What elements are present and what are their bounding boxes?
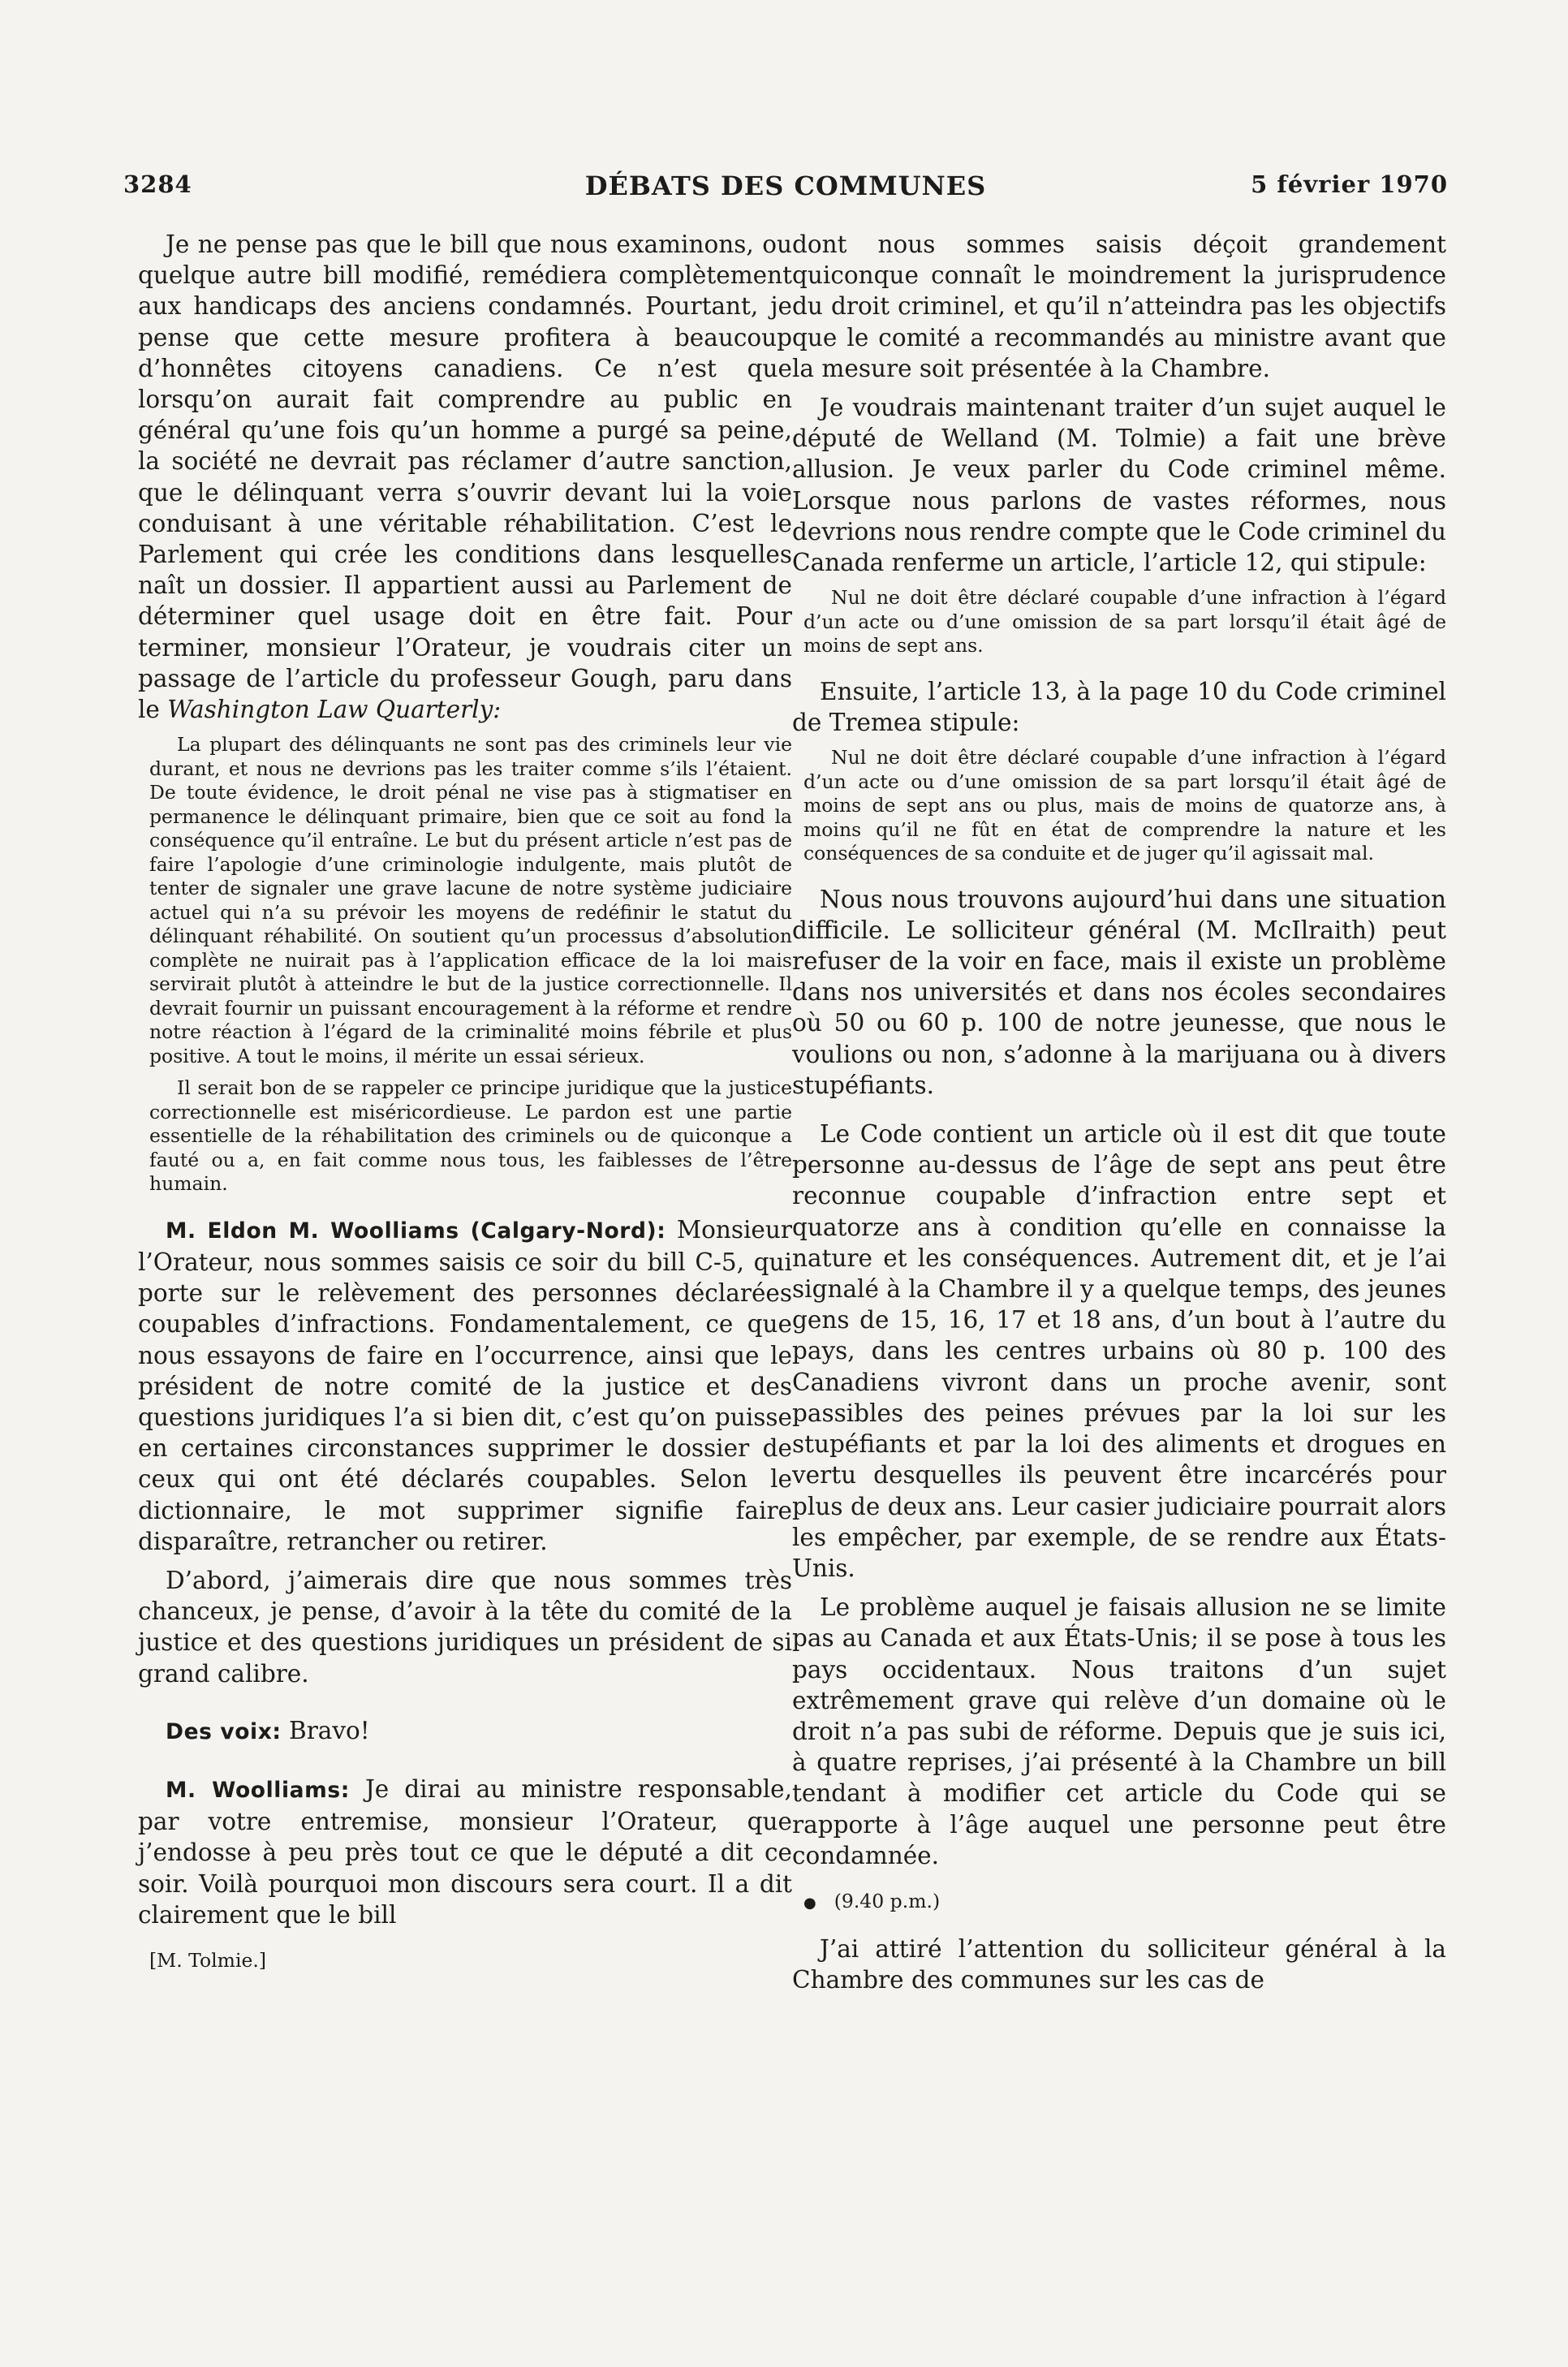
block-quote: Il serait bon de se rappeler ce principe juridique que la justice correctionnelle est miséricordieuse. Le pardon est une partie essentielle de la réhabilitation des criminels ou de quiconque a fauté ou a, en fait comme nous tous, les faiblesses de l’être humain. xyxy=(149,1076,792,1196)
page-date: 5 février 1970 xyxy=(1251,170,1448,198)
speaker-name: M. Woolliams: xyxy=(166,1778,350,1803)
paragraph: D’abord, j’aimerais dire que nous sommes très chanceux, je pense, d’avoir à la tête du comité de la justice et des questions juridiques un président de si grand calibre. xyxy=(138,1566,792,1688)
block-quote: La plupart des délinquants ne sont pas des criminels leur vie durant, et nous ne devrions pas les traiter comme s’ils l’étaient. De toute évidence, le droit pénal ne vise pas à stigmatiser en permanence le délinquant primaire, bien que ce soit au fond la conséquence qu’il entraîne. Le but du présent article n’est pas de faire l’apologie d’une criminologie indulgente, mais plutôt de tenter de signaler une grave lacune de notre système judiciaire actuel qui n’a su prévoir les moyens de redéfinir le statut du délinquant réhabilité. On soutient qu’un processus d’absolution complète ne nuirait pas à l’application efficace de la loi mais servirait plutôt à atteindre le but de la justice correctionnelle. Il devrait fournir un puissant encouragement à la réforme et rendre notre réaction à l’égard de la criminalité moins fébrile et plus positive. A tout le moins, il mérite un essai sérieux. xyxy=(149,733,792,1067)
speech-paragraph xyxy=(138,1774,792,1930)
paragraph: Le problème auquel je faisais allusion ne se limite pas au Canada et aux États-Unis; il se pose à tous les pays occidentaux. Nous traitons d’un sujet extrêmement grave qui relève d’un domaine où le droit n’a pas subi de réforme. Depuis que je suis ici, à quatre reprises, j’ai présenté à la Chambre un bill tendant à modifier cet article du Code qui se rapporte à l’âge auquel une personne peut être condamnée. xyxy=(792,1593,1446,1869)
page-header xyxy=(123,170,1448,203)
paragraph xyxy=(138,229,792,725)
journal-title: Washington Law Quarterly: xyxy=(167,696,502,724)
paragraph: dont nous sommes saisis déçoit grandement quiconque connaît le moindrement la jurisprudence du droit criminel, et qu’il n’atteindra pas les objectifs que le comité a recommandés au ministre avant que la mesure soit présentée à la Chambre. xyxy=(792,231,1446,382)
paragraph: Ensuite, l’article 13, à la page 10 du Code criminel de Tremea stipule: xyxy=(792,677,1446,736)
speaker-name: M. Eldon M. Woolliams (Calgary-Nord): xyxy=(166,1218,666,1244)
paragraph-text: Je dirai au ministre responsable, par votre entremise, monsieur l’Orateur, que j’endosse à peu près tout ce que le député a dit ce soir. Voilà pourquoi mon discours sera court. Il a dit clairement que le bill xyxy=(138,1775,792,1929)
page-number: 3284 xyxy=(123,170,192,198)
block-quote: Nul ne doit être déclaré coupable d’une infraction à l’égard d’un acte ou d’une omission de sa part lorsqu’il était âgé de moins de sept ans ou plus, mais de moins de quatorze ans, à moins qu’il ne fût en état de comprendre la nature et les conséquences de sa conduite et de juger qu’il agissait mal. xyxy=(803,746,1446,865)
paragraph: J’ai attiré l’attention du solliciteur général à la Chambre des communes sur les cas de xyxy=(792,1934,1446,1994)
paragraph: Je voudrais maintenant traiter d’un sujet auquel le député de Welland (M. Tolmie) a fait une brève allusion. Je veux parler du Code criminel même. Lorsque nous parlons de vastes réformes, nous devrions nous rendre compte que le Code criminel du Canada renferme un article, l’article 12, qui stipule: xyxy=(792,394,1446,577)
bullet-icon: ● xyxy=(803,1894,816,1912)
paragraph: Le Code contient un article où il est dit que toute personne au-dessus de l’âge de sept ans peut être reconnue coupable d’infraction entre sept et quatorze ans à condition qu’elle en connaisse la nature et les conséquences. Autrement dit, et je l’ai signalé à la Chambre il y a quelque temps, des jeunes gens de 15, 16, 17 et 18 ans, d’un bout à l’autre du pays, dans les centres urbains où 80 p. 100 des Canadiens vivront dans un proche avenir, sont passibles des peines prévues par la loi sur les stupéfiants et par la loi des aliments et drogues en vertu desquelles ils peuvent être incarcérés pour plus de deux ans. Leur casier judiciaire pourrait alors les empêcher, par exemple, de se rendre aux États-Unis. xyxy=(792,1120,1446,1582)
block-quote: Nul ne doit être déclaré coupable d’une infraction à l’égard d’un acte ou d’une omission de sa part lorsqu’il était âgé de moins de sept ans. xyxy=(803,586,1446,658)
paragraph: Nous nous trouvons aujourd’hui dans une situation difficile. Le solliciteur général (M. McIlraith) peut refuser de la voir en face, mais il existe un problème dans nos universités et dans nos écoles secondaires où 50 ou 60 p. 100 de notre jeunesse, que nous le voulions ou non, s’adonne à la marijuana ou à divers stupéfiants. xyxy=(792,885,1446,1099)
paragraph-text: Bravo! xyxy=(289,1716,370,1744)
time-marker xyxy=(803,1889,1446,1916)
publication-title: DÉBATS DES COMMUNES xyxy=(584,170,987,201)
speaker-reference: [M. Tolmie.] xyxy=(149,1949,267,1973)
speech-paragraph xyxy=(138,1715,792,1748)
speaker-name: Des voix: xyxy=(166,1718,282,1744)
paragraph-text: Je ne pense pas que le bill que nous examinons, ou quelque autre bill modifié, remédiera complètement aux handicaps des anciens condamnés. Pourtant, je pense que cette mesure profitera à beaucoup d’honnêtes citoyens canadiens. Ce n’est que lorsqu’on aurait fait comprendre au public en général qu’une fois qu’un homme a purgé sa peine, la société ne devrait pas réclamer d’autre sanction, que le délinquant verra s’ouvrir devant lui la voie conduisant à une véritable réhabilitation. C’est le Parlement qui crée les conditions dans lesquelles naît un dossier. Il appartient aussi au Parlement de déterminer quel usage doit en être fait. Pour terminer, monsieur l’Orateur, je voudrais citer un passage de l’article du professeur Gough, paru dans le xyxy=(138,231,792,724)
left-column xyxy=(138,229,792,1973)
speech-paragraph xyxy=(138,1214,792,1557)
paragraph-text: Monsieur l’Orateur, nous sommes saisis ce soir du bill C-5, qui porte sur le relèvement des personnes déclarées coupables d’infractions. Fondamentalement, ce que nous essayons de faire en l’occurrence, ainsi que le président de notre comité de la justice et des questions juridiques l’a si bien dit, c’est qu’on puisse en certaines circonstances supprimer le dossier de ceux qui ont été déclarés coupables. Selon le dictionnaire, le mot supprimer signifie faire disparaître, retrancher ou retirer. xyxy=(138,1215,792,1555)
right-column xyxy=(792,229,1446,1995)
timestamp-text: (9.40 p.m.) xyxy=(834,1889,941,1912)
